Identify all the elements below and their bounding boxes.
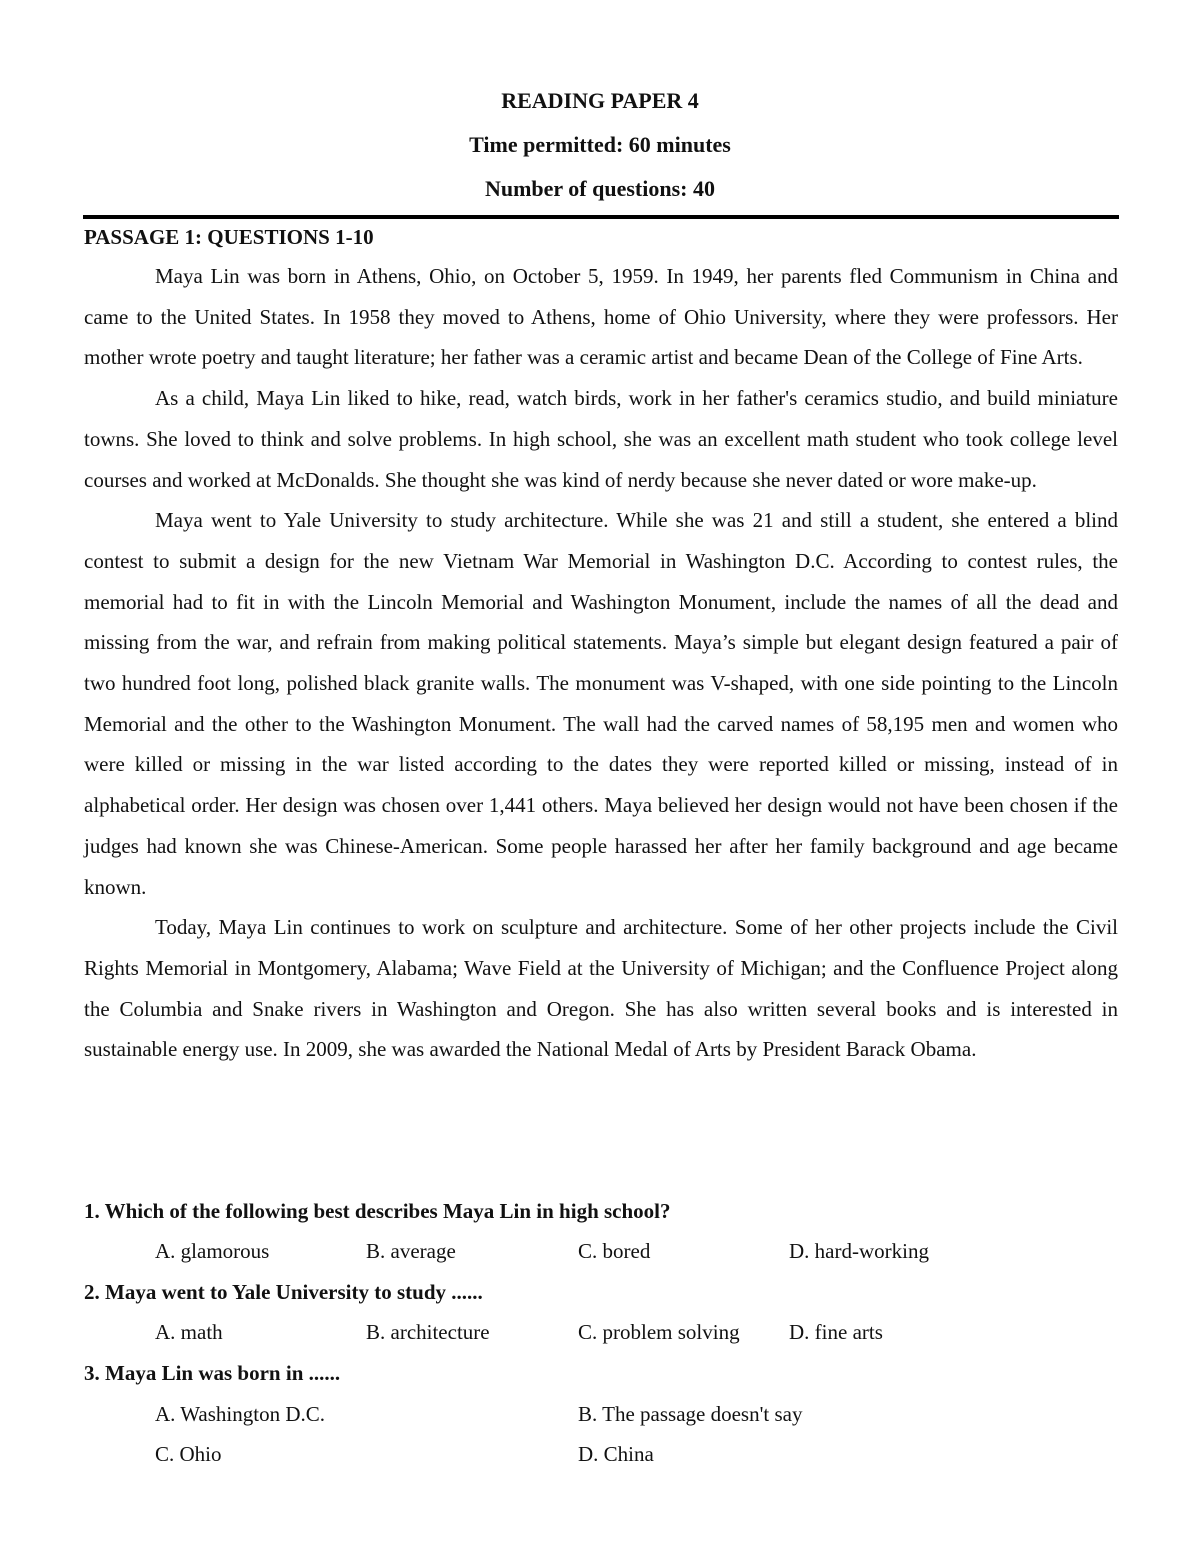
passage-body [84, 256, 1118, 1070]
question-3-option-d[interactable]: D. China [578, 1442, 654, 1466]
question-2-option-b[interactable]: B. architecture [366, 1320, 490, 1344]
question-2-option-c[interactable]: C. problem solving [578, 1320, 740, 1344]
time-permitted: Time permitted: 60 minutes [469, 132, 731, 157]
passage-heading: PASSAGE 1: QUESTIONS 1-10 [84, 225, 374, 249]
question-2-option-a[interactable]: A. math [155, 1320, 223, 1344]
question-1-stem: 1. Which of the following best describes Maya Lin in high school? [84, 1199, 671, 1223]
paper-title: READING PAPER 4 [501, 88, 699, 113]
header-divider [83, 215, 1119, 219]
passage-paragraph: Today, Maya Lin continues to work on sculpture and architecture. Some of her other projects include the Civil Rights Memorial in Montgomery, Alabama; Wave Field at the University of Michigan; and the Confluence Project along the Columbia and Snake rivers in Washington and Oregon. She has also written several books and is interested in sustainable energy use. In 2009, she was awarded the National Medal of Arts by President Barack Obama. [84, 915, 1118, 1062]
question-3-option-b[interactable]: B. The passage doesn't say [578, 1402, 803, 1426]
question-1-option-b[interactable]: B. average [366, 1239, 456, 1263]
question-3-option-a[interactable]: A. Washington D.C. [155, 1402, 326, 1426]
question-3-stem: 3. Maya Lin was born in ...... [84, 1361, 341, 1385]
number-of-questions: Number of questions: 40 [484, 176, 715, 201]
question-3-option-c[interactable]: C. Ohio [155, 1442, 222, 1466]
question-1-option-a[interactable]: A. glamorous [155, 1239, 270, 1263]
question-1-option-c[interactable]: C. bored [578, 1239, 651, 1263]
passage-paragraph: Maya Lin was born in Athens, Ohio, on October 5, 1959. In 1949, her parents fled Communism in China and came to the United States. In 1958 they moved to Athens, home of Ohio University, where they were professors. Her mother wrote poetry and taught literature; her father was a ceramic artist and became Dean of the College of Fine Arts. [84, 264, 1118, 370]
passage-paragraph: Maya went to Yale University to study architecture. While she was 21 and still a student, she entered a blind contest to submit a design for the new Vietnam War Memorial in Washington D.C. According to contest rules, the memorial had to fit in with the Lincoln Memorial and Washington Monument, include the names of all the dead and missing from the war, and refrain from making political statements. Maya’s simple but elegant design featured a pair of two hundred foot long, polished black granite walls. The monument was V-shaped, with one side pointing to the Lincoln Memorial and the other to the Washington Monument. The wall had the carved names of 58,195 men and women who were killed or missing in the war listed according to the dates they were reported killed or missing, instead of in alphabetical order. Her design was chosen over 1,441 others. Maya believed her design would not have been chosen if the judges had known she was Chinese-American. Some people harassed her after her family background and age became known. [84, 508, 1118, 899]
question-2-stem: 2. Maya went to Yale University to study ...... [84, 1280, 483, 1304]
passage-paragraph: As a child, Maya Lin liked to hike, read, watch birds, work in her father's ceramics studio, and build miniature towns. She loved to think and solve problems. In high school, she was an excellent math student who took college level courses and worked at McDonalds. She thought she was kind of nerdy because she never dated or wore make-up. [84, 386, 1118, 492]
question-1-option-d[interactable]: D. hard-working [789, 1239, 929, 1263]
question-2-option-d[interactable]: D. fine arts [789, 1320, 883, 1344]
